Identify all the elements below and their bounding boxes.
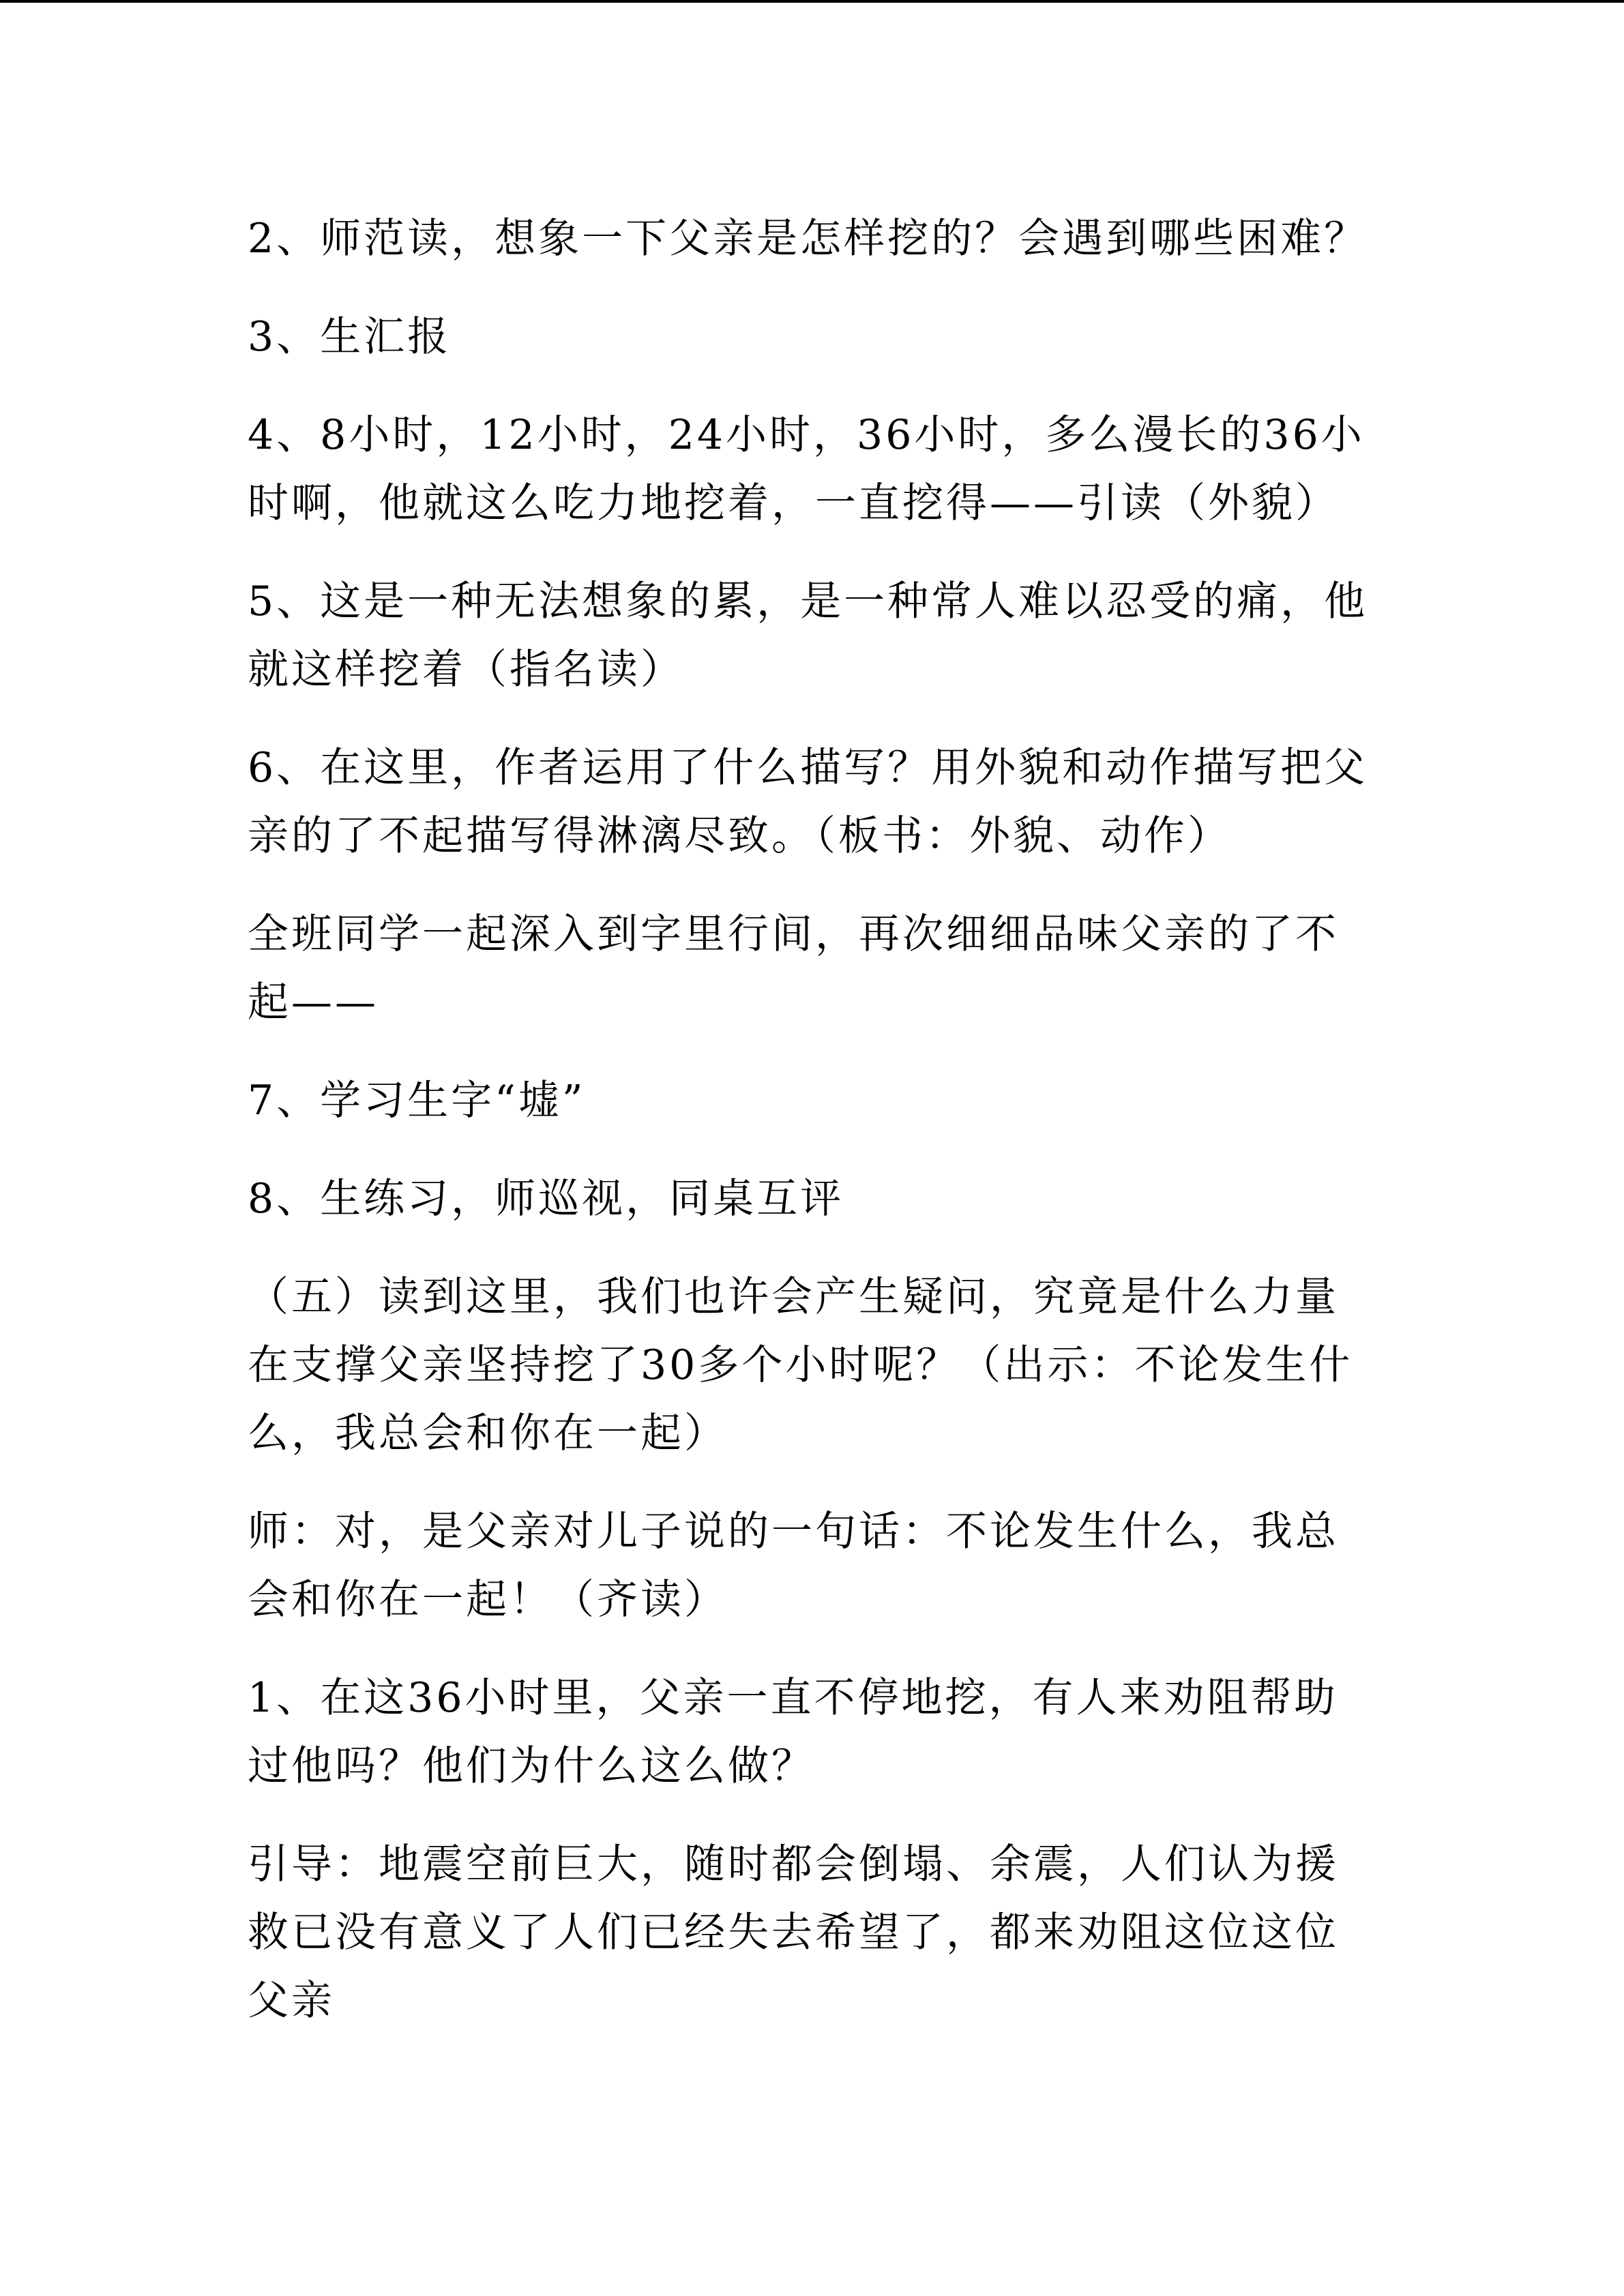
paragraph-practice: 8、生练习，师巡视，同桌互评 <box>248 1175 844 1223</box>
paragraph-student-report: 3、生汇报 <box>248 313 452 361</box>
paragraph-new-character: 7、学习生字“墟” <box>248 1077 586 1124</box>
paragraph-class-reading: 全班同学一起深入到字里行间，再次细细品味父亲的了不起—— <box>248 910 1339 1026</box>
paragraph-exhaustion: 5、这是一种无法想象的累，是一种常人难以忍受的痛，他就这样挖着（指名读） <box>248 578 1368 694</box>
paragraph-section-five: （五）读到这里，我们也许会产生疑问，究竟是什么力量在支撑父亲坚持挖了30多个小时呢？（出示：不论发生什么，我总会和你在一起） <box>248 1273 1353 1457</box>
paragraph-teacher-quote: 师：对，是父亲对儿子说的一句话：不论发生什么，我总会和你在一起！（齐读） <box>248 1508 1339 1624</box>
top-border-line <box>0 0 1624 3</box>
paragraph-teacher-reads: 2、师范读，想象一下父亲是怎样挖的？会遇到哪些困难？ <box>248 215 1368 263</box>
paragraph-description-method: 6、在这里，作者运用了什么描写？用外貌和动作描写把父亲的了不起描写得淋漓尽致。（板书：外貌、动作） <box>248 744 1368 860</box>
paragraph-question-one: 1、在这36小时里，父亲一直不停地挖，有人来劝阻帮助过他吗？他们为什么这么做？ <box>248 1674 1338 1790</box>
paragraph-hours: 4、8小时，12小时，24小时，36小时，多么漫长的36小时啊，他就这么吃力地挖着，一直挖得——引读（外貌） <box>248 411 1365 527</box>
document-body <box>248 205 1373 2065</box>
paragraph-guidance: 引导：地震空前巨大，随时都会倒塌、余震，人们认为援救已没有意义了人们已经失去希望了，都来劝阻这位这位父亲 <box>248 1840 1339 2025</box>
